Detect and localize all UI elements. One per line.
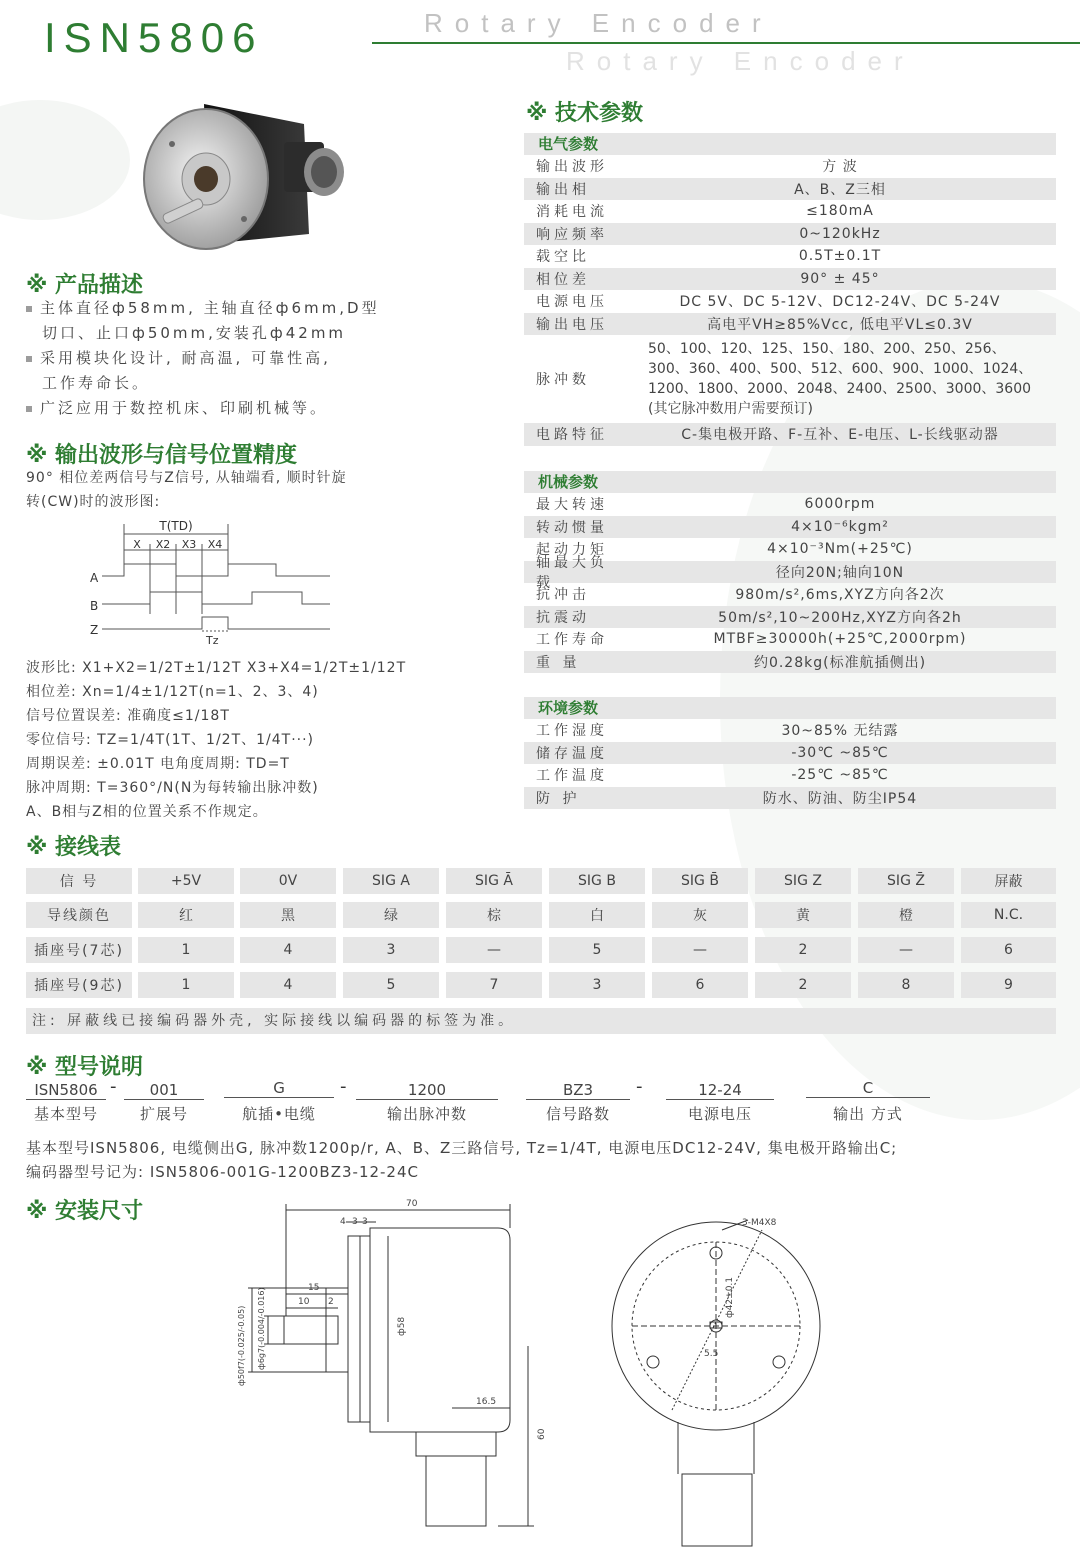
wiring-cell: —: [652, 937, 748, 963]
model-example-line: 编码器型号记为: ISN5806-001G-1200BZ3-12-24C: [26, 1163, 419, 1181]
dim-6: ф6g7(-0.004/-0.016): [257, 1287, 266, 1370]
electrical-header: 电气参数: [524, 133, 1056, 155]
wiring-cell: 2: [755, 972, 851, 998]
model-part-label: 信号路数: [545, 1105, 610, 1123]
model-part-value: 001: [124, 1080, 204, 1100]
channel-a-label: A: [90, 571, 99, 585]
dim-70: 70: [406, 1199, 418, 1209]
dim-50: ф50f7(-0.025/-0.05): [237, 1305, 246, 1386]
wiring-cell: 5: [549, 937, 645, 963]
model-example: [26, 1136, 1066, 1184]
model-part-label: 输出脉冲数: [386, 1105, 467, 1123]
model-dash: -: [636, 1076, 643, 1097]
model-part-value: ISN5806: [26, 1080, 106, 1100]
wiring-cell: 9: [961, 972, 1056, 998]
spec-row: 输出波形 方 波: [536, 159, 858, 176]
install-title: ※ 安装尺寸: [26, 1199, 144, 1224]
model-part-value: 12-24: [666, 1080, 774, 1100]
dim-m4: 3-M4X8: [742, 1218, 777, 1228]
wiring-cell: 绿: [343, 902, 439, 928]
channel-b-label: B: [90, 599, 99, 613]
tech-title: ※ 技术参数: [526, 101, 644, 126]
product-photo: [134, 94, 364, 264]
mechanical-params-table: [524, 471, 1056, 673]
spec-row: 转动惯量 4×10⁻⁶kgm²: [524, 516, 1056, 539]
wiring-cell: 8: [858, 972, 954, 998]
install-side-drawing: [228, 1196, 568, 1548]
x1-label: X: [133, 538, 141, 551]
wiring-cell: +5V: [138, 868, 234, 894]
model-part-value: G: [224, 1078, 334, 1098]
spec-row: 输出电压 高电平VH≥85%Vcc, 低电平VL≤0.3V: [524, 313, 1056, 336]
wiring-cell: 白: [549, 902, 645, 928]
channel-z-label: Z: [90, 623, 99, 637]
wiring-cell: 3: [343, 937, 439, 963]
product-desc-list: [26, 296, 496, 421]
electrical-params-table: [524, 133, 1056, 446]
wiring-cell: 屏蔽: [961, 868, 1056, 894]
spec-row: 抗震动 50m/s²,10~200Hz,XYZ方向各2h: [524, 606, 1056, 629]
desc-line: 广泛应用于数控机床、印刷机械等。: [26, 396, 496, 421]
wiring-cell: —: [858, 937, 954, 963]
product-desc-title: ※ 产品描述: [26, 273, 144, 298]
model-part-label: 输出 方式: [833, 1105, 903, 1123]
wiring-cell: 5: [343, 972, 439, 998]
dim-5-5: 5.5: [704, 1349, 719, 1359]
wiring-cell: 6: [652, 972, 748, 998]
spec-row: 重 量 约0.28kg(标准航插侧出): [524, 651, 1056, 674]
spec-row: 响应频率 0~120kHz: [524, 223, 1056, 246]
wiring-cell: 3: [549, 972, 645, 998]
spec-row: 工作温度 -25℃ ~85℃: [536, 767, 889, 785]
x3-label: X3: [181, 538, 197, 551]
desc-line: 主体直径ф58mm, 主轴直径ф6mm,D型: [26, 296, 496, 321]
waveform-note: A、B相与Z相的位置关系不作规定。: [26, 804, 268, 820]
desc-line: 切口、止口ф50mm,安装孔ф42mm: [42, 324, 347, 342]
header-rule: [372, 42, 1080, 44]
pulse-row: 脉冲数 50、100、120、125、150、180、200、250、256、 300、360、400、500、512、600、900、1000、1024、 1200、1800、2000、2048、2400、2500、3000、3600 (其它脉冲数用户需要预订): [536, 341, 1033, 417]
wiring-cell: 黄: [755, 902, 851, 928]
wiring-cell: SIG Z̄: [858, 868, 954, 894]
dim-4: 4: [340, 1217, 346, 1227]
model-part-label: 扩展号: [139, 1105, 188, 1123]
wiring-cell: SIG B̄: [652, 868, 748, 894]
waveform-note: 周期误差: ±0.01T 电角度周期: TD=T: [26, 756, 290, 772]
wiring-cell: 灰: [652, 902, 748, 928]
model-explain-title: ※ 型号说明: [26, 1055, 144, 1080]
waveform-intro: [26, 466, 496, 514]
dim-42: ф42±0.1: [725, 1276, 735, 1318]
bullet-icon: [26, 356, 32, 362]
x2-label: X2: [155, 538, 171, 551]
waveform-notes: [26, 656, 516, 824]
wiring-note: 注: 屏蔽线已接编码器外壳, 实际接线以编码器的标签为准。: [26, 1008, 1056, 1034]
wiring-cell: 棕: [446, 902, 542, 928]
t-label: T(TD): [159, 519, 193, 533]
bullet-icon: [26, 306, 32, 312]
wiring-cell: —: [446, 937, 542, 963]
dim-3a: 3: [352, 1217, 358, 1227]
wiring-cell: 红: [138, 902, 234, 928]
dim-3b: 3: [362, 1217, 368, 1227]
waveform-note: 信号位置误差: 准确度≤1/18T: [26, 708, 230, 724]
wiring-cell: 4: [240, 937, 336, 963]
wiring-cell: 橙: [858, 902, 954, 928]
spec-row: 电路特征 C-集电极开路、F-互补、E-电压、L-长线驱动器: [524, 423, 1056, 446]
waveform-intro-line: 90° 相位差两信号与Z信号, 从轴端看, 顺时针旋: [26, 470, 347, 486]
spec-row: 消耗电流 ≤180mA: [536, 203, 874, 221]
waveform-diagram: [80, 514, 340, 650]
bullet-icon: [26, 406, 32, 412]
spec-row: 工作寿命 MTBF≥30000h(+25℃,2000rpm): [536, 631, 967, 649]
model-example-line: 基本型号ISN5806, 电缆侧出G, 脉冲数1200p/r, A、B、Z三路信号, Tz=1/4T, 电源电压DC12-24V, 集电极开路输出C;: [26, 1139, 898, 1157]
model-part-label: 基本型号: [33, 1105, 98, 1123]
wiring-row-header: 信 号: [26, 868, 132, 894]
mechanical-header: 机械参数: [524, 471, 1056, 493]
environment-params-table: [524, 697, 1056, 809]
dim-2: 2: [328, 1297, 334, 1307]
wiring-cell: SIG A: [343, 868, 439, 894]
wiring-cell: 2: [755, 937, 851, 963]
model-title: ISN5806: [44, 14, 264, 61]
model-part-label: 电源电压: [687, 1105, 752, 1123]
spec-row: 轴最大负载 径向20N;轴向10N: [524, 561, 1056, 584]
wiring-cell: 6: [961, 937, 1056, 963]
x4-label: X4: [207, 538, 223, 551]
wiring-title: ※ 接线表: [26, 835, 122, 860]
spec-row: 工作湿度 30~85% 无结露: [536, 723, 899, 740]
model-part-value: C: [806, 1078, 930, 1098]
waveform-note: 波形比: X1+X2=1/2T±1/12T X3+X4=1/2T±1/12T: [26, 660, 407, 676]
spec-row: 防 护 防水、防油、防尘IP54: [524, 787, 1056, 810]
dim-60: 60: [537, 1428, 547, 1440]
spec-row: 输出相 A、B、Z三相: [524, 178, 1056, 201]
waveform-title: ※ 输出波形与信号位置精度: [26, 443, 298, 468]
wiring-cell: N.C.: [961, 902, 1056, 928]
spec-row: 载空比 0.5T±0.1T: [536, 248, 882, 266]
waveform-note: 脉冲周期: T=360°/N(N为每转输出脉冲数): [26, 780, 319, 796]
model-part-label: 航插•电缆: [242, 1105, 316, 1123]
wiring-cell: SIG B: [549, 868, 645, 894]
spec-row: 储存温度 -30℃ ~85℃: [524, 742, 1056, 765]
wiring-cell: SIG Ā: [446, 868, 542, 894]
model-part-value: 1200: [356, 1080, 498, 1100]
brand-title: Rotary Encoder: [424, 8, 773, 38]
wiring-row-header: 插座号(9芯): [26, 972, 132, 998]
brand-title-shadow: Rotary Encoder: [566, 46, 915, 76]
waveform-intro-line: 转(CW)时的波形图:: [26, 494, 161, 510]
wiring-cell: 1: [138, 972, 234, 998]
wiring-cell: 7: [446, 972, 542, 998]
wiring-cell: 1: [138, 937, 234, 963]
desc-line: 采用模块化设计, 耐高温, 可靠性高,: [26, 346, 496, 371]
model-dash: -: [340, 1076, 347, 1097]
environment-header: 环境参数: [524, 697, 1056, 719]
model-part-value: BZ3: [526, 1080, 630, 1100]
wiring-cell: 4: [240, 972, 336, 998]
spec-row: 最大转速 6000rpm: [536, 496, 876, 514]
tz-label: Tz: [206, 634, 219, 647]
spec-row: 起动力矩 4×10⁻³Nm(+25℃): [536, 541, 913, 559]
dim-10: 10: [298, 1297, 310, 1307]
wiring-cell: 黑: [240, 902, 336, 928]
waveform-note: 零位信号: TZ=1/4T(1T、1/2T、1/4T···): [26, 732, 315, 748]
dim-15: 15: [308, 1283, 320, 1293]
spec-row: 抗冲击 980m/s²,6ms,XYZ方向各2次: [536, 587, 945, 604]
wiring-row-header: 插座号(7芯): [26, 937, 132, 963]
wiring-cell: 0V: [240, 868, 336, 894]
install-front-drawing: [608, 1210, 848, 1550]
model-dash: -: [110, 1076, 117, 1097]
desc-line: 工作寿命长。: [42, 374, 151, 392]
dim-16-5: 16.5: [476, 1397, 497, 1407]
dim-58: ф58: [397, 1316, 407, 1336]
wiring-cell: SIG Z: [755, 868, 851, 894]
wiring-row-header: 导线颜色: [26, 902, 132, 928]
spec-row: 相位差 90° ± 45°: [524, 268, 1056, 291]
waveform-note: 相位差: Xn=1/4±1/12T(n=1、2、3、4): [26, 684, 319, 700]
spec-row: 电源电压 DC 5V、DC 5-12V、DC12-24V、DC 5-24V: [536, 294, 1001, 311]
